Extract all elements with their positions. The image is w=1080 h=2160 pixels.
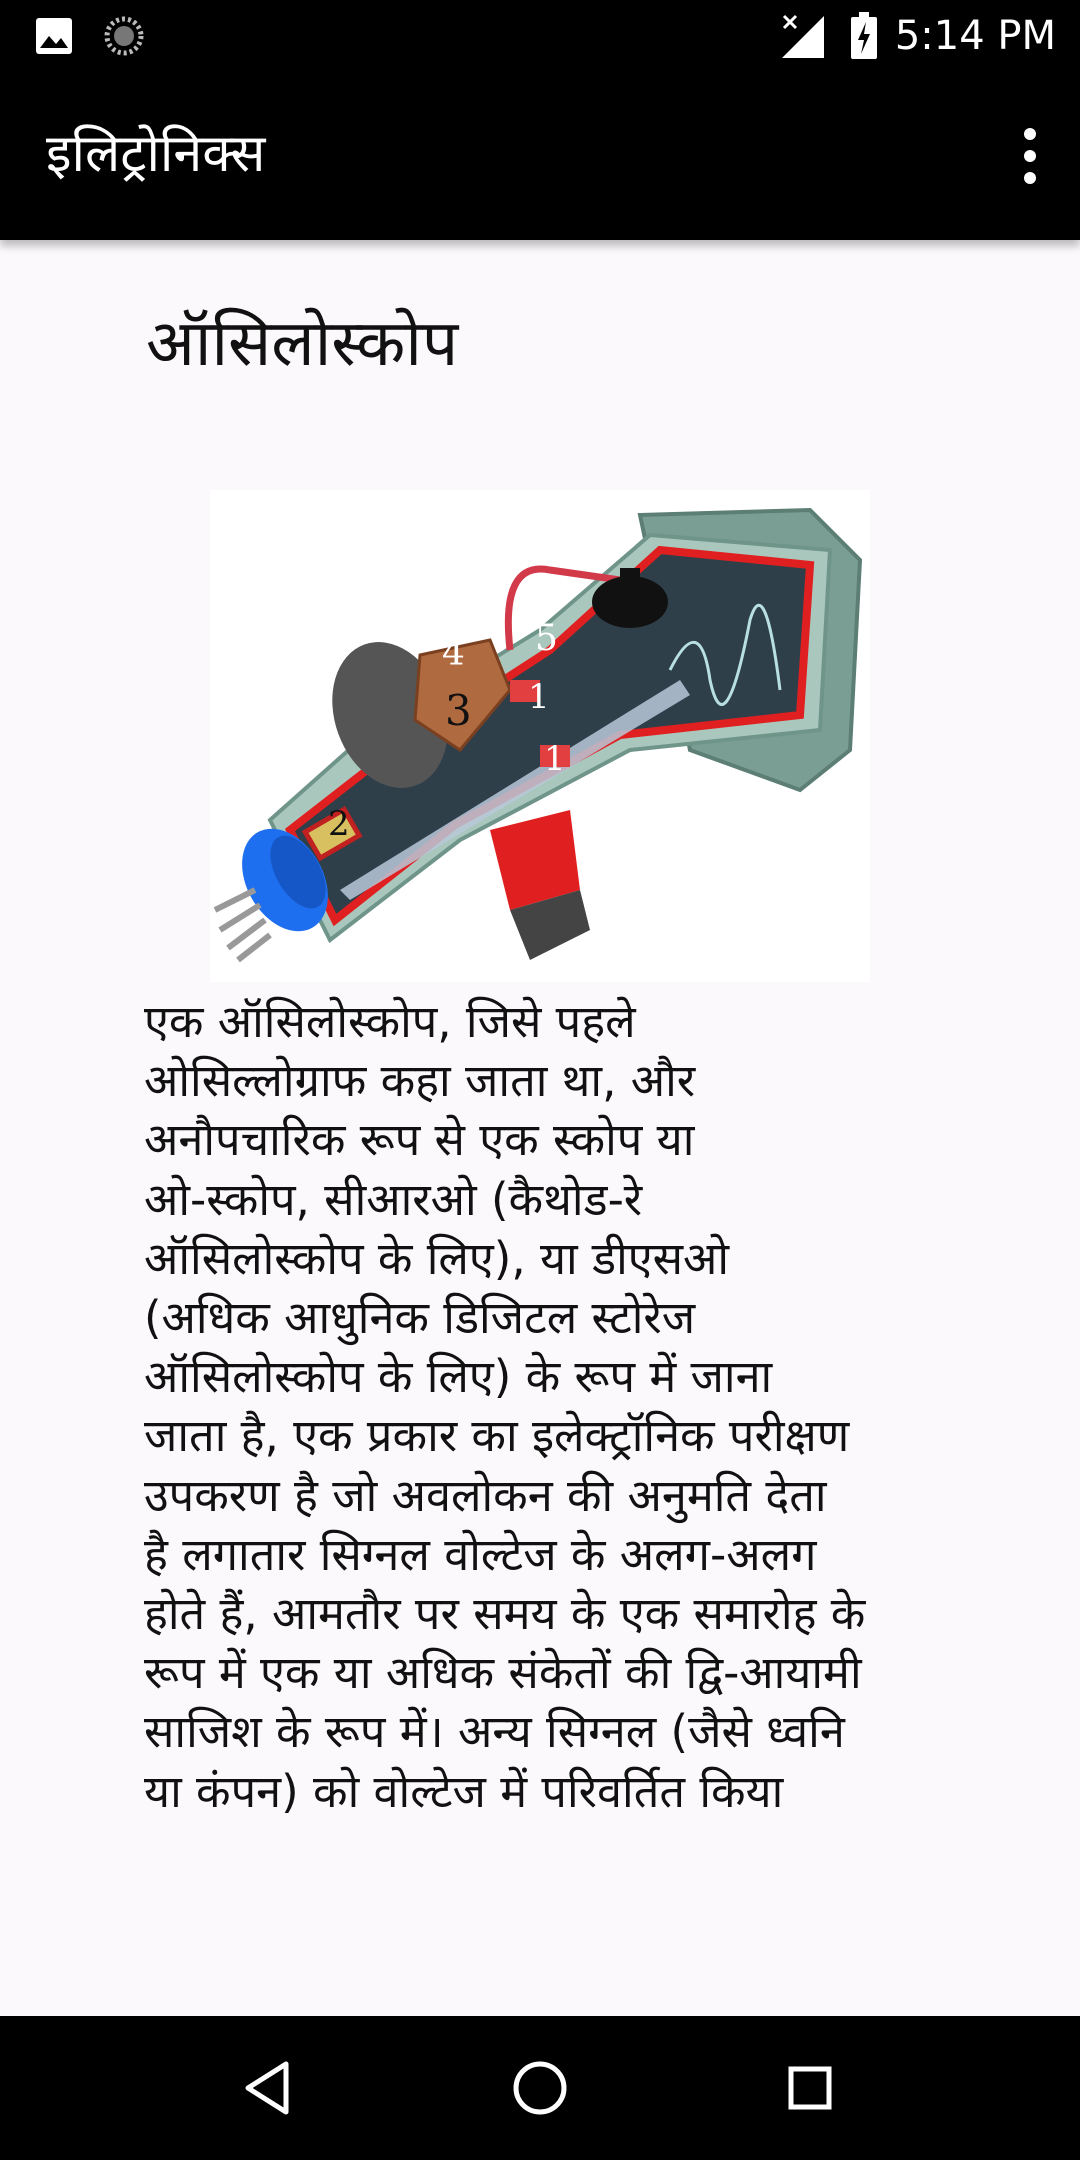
home-icon[interactable] — [504, 2052, 576, 2124]
loading-spinner-icon — [102, 14, 146, 58]
article-body-line: है लगातार सिग्नल वोल्टेज के अलग-अलग — [144, 1527, 817, 1581]
figure-label: 5 — [535, 618, 558, 659]
page-title: ऑसिलोस्कोप — [146, 307, 459, 381]
article-body-line: ओ-स्कोप, सीआरओ (कैथोड-रे — [144, 1172, 643, 1226]
recents-icon[interactable] — [774, 2052, 846, 2124]
app-bar — [0, 72, 1080, 240]
signal-off-icon — [780, 14, 826, 60]
article-body-line: ऑसिलोस्कोप के लिए) के रूप में जाना — [144, 1350, 773, 1404]
article-body-line: ऑसिलोस्कोप के लिए), या डीएसओ — [144, 1231, 730, 1285]
figure-label: 4 — [442, 633, 465, 674]
navigation-bar — [0, 2016, 1080, 2160]
article-body-line: उपकरण है जो अवलोकन की अनुमति देता — [144, 1468, 827, 1522]
article-body-line: या कंपन) को वोल्टेज में परिवर्तित किया — [144, 1764, 784, 1818]
article-body-line: (अधिक आधुनिक डिजिटल स्टोरेज — [144, 1291, 696, 1345]
article-body — [144, 992, 944, 2016]
figure-label: 1 — [528, 677, 550, 717]
article-body-line: होते हैं, आमतौर पर समय के एक समारोह के — [144, 1587, 866, 1641]
figure-label: 3 — [445, 686, 472, 735]
figure-label: 1 — [544, 739, 566, 779]
status-bar — [0, 0, 1080, 72]
article-body-line: अनौपचारिक रूप से एक स्कोप या — [144, 1113, 695, 1167]
status-time: 5:14 PM — [894, 13, 1056, 59]
image-icon — [34, 16, 74, 56]
more-vert-icon[interactable] — [1010, 126, 1050, 186]
back-icon[interactable] — [234, 2052, 306, 2124]
app-title: इलिट्रोनिक्स — [46, 124, 266, 184]
article-body-line: साजिश के रूप में। अन्य सिग्नल (जैसे ध्वनि — [144, 1705, 845, 1759]
article-body-line: एक ऑसिलोस्कोप, जिसे पहले — [144, 995, 636, 1048]
article-body-line: रूप में एक या अधिक संकेतों की द्वि-आयामी — [144, 1646, 862, 1700]
article-body-line: ओसिल्लोग्राफ कहा जाता था, और — [144, 1054, 696, 1108]
article-content[interactable] — [0, 240, 1080, 2016]
figure-label: 2 — [328, 804, 350, 844]
battery-charging-icon — [850, 12, 878, 60]
oscilloscope-crt-illustration — [210, 490, 870, 982]
article-body-line: जाता है, एक प्रकार का इलेक्ट्रॉनिक परीक्षण — [144, 1409, 850, 1463]
